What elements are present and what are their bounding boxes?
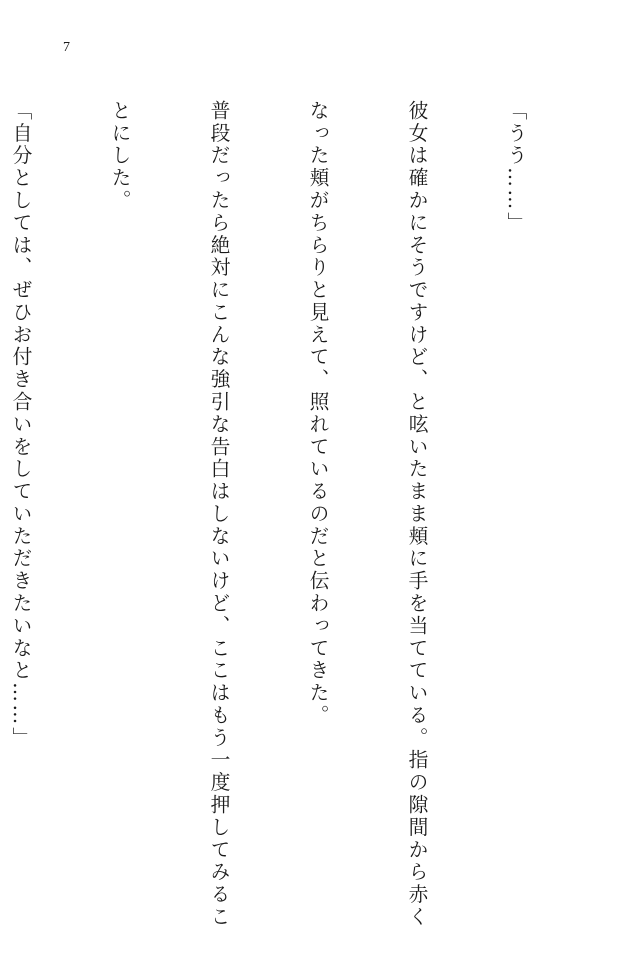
body-text [0,100,598,929]
text-line: 彼女は確かにそうですけど、と呟いたまま頬に手を当てている。指の隙間から赤く [405,100,428,929]
text-line: 普段だったら絶対にこんな強引な告白はしないけど、ここはもう一度押してみるこ [207,100,230,929]
text-line: 「自分としては、ぜひお付き合いをしていただきたいなと……」 [9,100,32,750]
text-line: 「うう……」 [504,100,527,235]
page-number: 7 [63,40,70,55]
text-line: とにした。 [108,100,131,212]
text-line: なった頬がちらりと見えて、照れているのだと伝わってきた。 [306,100,329,727]
